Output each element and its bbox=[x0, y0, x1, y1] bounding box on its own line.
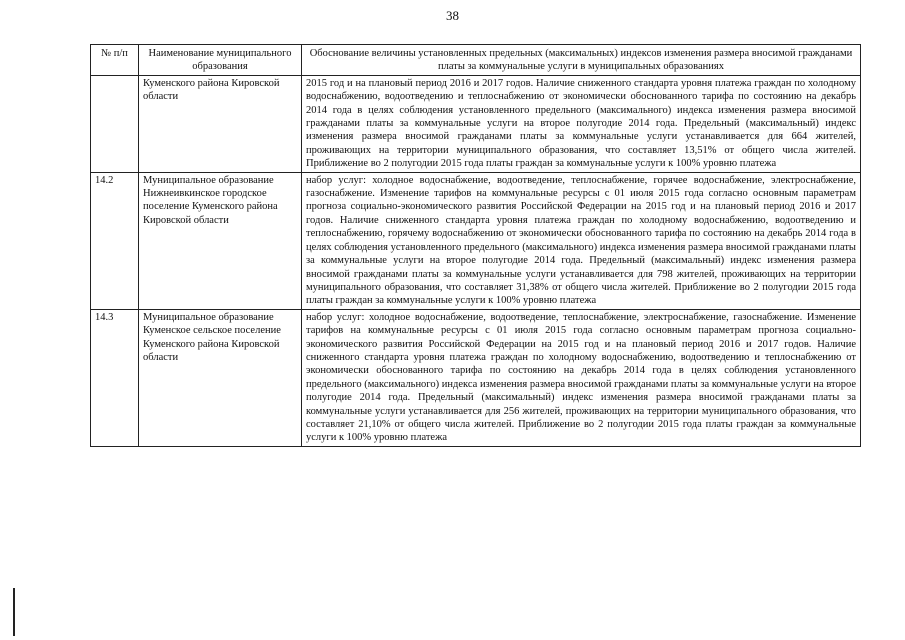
header-justification: Обоснование величины установленных предельных (максимальных) индексов изменения размера вносимой гражданами платы за коммунальные услуги в муниципальных образованиях bbox=[302, 45, 861, 76]
row-municipality: Куменского района Кировской области bbox=[139, 75, 302, 172]
row-municipality: Муниципальное образование Нижнеивкинское городское поселение Куменского района Кировской области bbox=[139, 172, 302, 309]
table-header-row bbox=[91, 45, 861, 76]
scan-margin-mark bbox=[13, 588, 15, 636]
tariff-index-table bbox=[90, 44, 861, 447]
table-row bbox=[91, 75, 861, 172]
table-row bbox=[91, 309, 861, 446]
table-row bbox=[91, 172, 861, 309]
row-justification: 2015 год и на плановый период 2016 и 2017 годов. Наличие сниженного стандарта уровня платежа граждан по холодному водоснабжению, водоотведению и теплоснабжению от экономически обоснованного тарифа по состоянию на декабрь 2014 года в целях соблюдения установленного предельного (максимального) индекса изменения размера вносимой гражданами платы за коммунальные услуги на второе полугодие 2014 года. Предельный (максимальный) индекс изменения размера вносимой гражданами платы за коммунальные услуги устанавливается для 664 жителей, проживающих на территории муниципального образования, что составляет 13,51% от общего числа жителей. Приближение во 2 полугодии 2015 года платы граждан за коммунальные услуги к 100% уровню платежа bbox=[302, 75, 861, 172]
row-justification: набор услуг: холодное водоснабжение, водоотведение, теплоснабжение, электроснабжение, газоснабжение. Изменение тарифов на коммунальные ресурсы с 01 июля 2015 года согласно основным параметрам прогноза социально-экономического развития Российской Федерации на 2015 год и на плановый период 2016 и 2017 годов. Наличие сниженного стандарта уровня платежа граждан по холодному водоснабжению, водоотведению и теплоснабжению от экономически обоснованного тарифа по состоянию на декабрь 2014 года в целях соблюдения установленного предельного (максимального) индекса изменения размера вносимой гражданами платы за коммунальные услуги на второе полугодие 2014 года. Предельный (максимальный) индекс изменения размера вносимой гражданами платы за коммунальные услуги устанавливается для 256 жителей, проживающих на территории муниципального образования, что составляет 21,10% от общего числа жителей. Приближение во 2 полугодии 2015 года платы граждан за коммунальные услуги к 100% уровню платежа bbox=[302, 309, 861, 446]
row-number: 14.3 bbox=[91, 309, 139, 446]
row-number: 14.2 bbox=[91, 172, 139, 309]
row-number bbox=[91, 75, 139, 172]
header-number: № п/п bbox=[91, 45, 139, 76]
page-number: 38 bbox=[446, 8, 459, 23]
row-municipality: Муниципальное образование Куменское сельское поселение Куменского района Кировской области bbox=[139, 309, 302, 446]
row-justification: набор услуг: холодное водоснабжение, водоотведение, теплоснабжение, горячее водоснабжение, электроснабжение, газоснабжение. Изменение тарифов на коммунальные ресурсы с 01 июля 2015 года согласно основным параметрам прогноза социально-экономического развития Российской Федерации на 2015 год и на плановый период 2016 и 2017 годов. Наличие сниженного стандарта уровня платежа граждан по холодному водоснабжению, водоотведению и теплоснабжению, горячему водоснабжению от экономически обоснованного тарифа по состоянию на декабрь 2014 года в целях соблюдения установленного предельного (максимального) индекса изменения размера вносимой гражданами платы за коммунальные услуги на второе полугодие 2014 года. Предельный (максимальный) индекс изменения размера вносимой гражданами платы за коммунальные услуги устанавливается для 798 жителей, проживающих на территории муниципального образования, что составляет 31,38% от общего числа жителей. Приближение во 2 полугодии 2015 года платы граждан за коммунальные услуги к 100% уровню платежа bbox=[302, 172, 861, 309]
header-municipality: Наименование муниципального образования bbox=[139, 45, 302, 76]
